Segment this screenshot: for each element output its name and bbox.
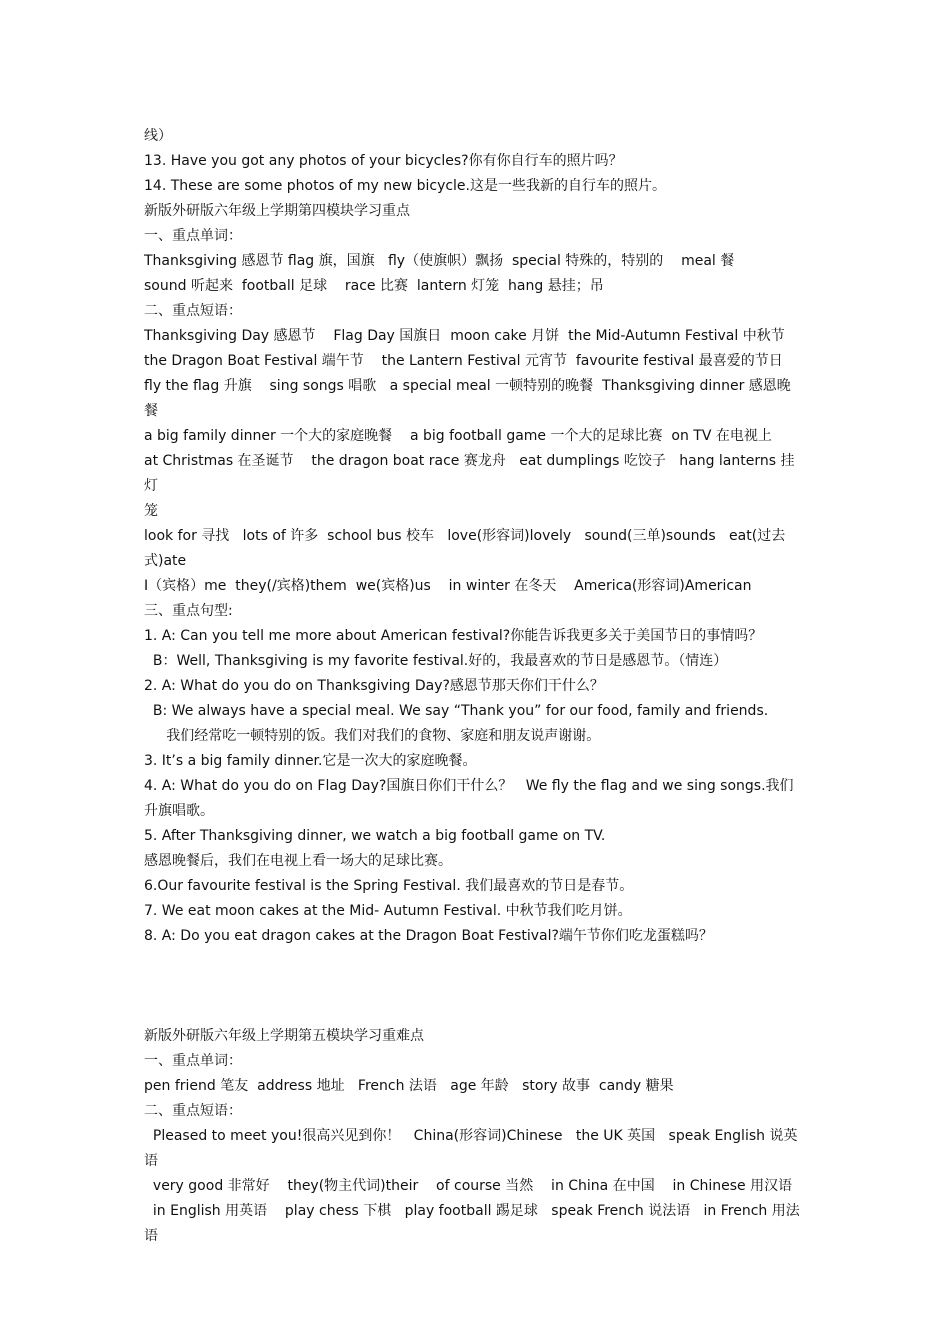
- text-line: at Christmas 在圣诞节 the dragon boat race 赛龙舟 eat dumplings 吃饺子 hang lanterns 挂灯: [144, 453, 795, 494]
- module-5-section: [144, 1024, 808, 1249]
- text-line: fly the flag 升旗 sing songs 唱歌 a special meal 一顿特别的晚餐 Thanksgiving dinner 感恩晚: [144, 378, 791, 394]
- subheading: 一、重点单词：: [144, 1053, 242, 1069]
- text-line: Pleased to meet you!很高兴见到你！ China(形容词)Chinese the UK 英国 speak English 说英: [144, 1128, 798, 1144]
- text-line: 感恩晚餐后，我们在电视上看一场大的足球比赛。: [144, 853, 452, 869]
- text-line: 线）: [144, 128, 172, 144]
- text-line: pen friend 笔友 address 地址 French 法语 age 年龄 story 故事 candy 糖果: [144, 1078, 674, 1094]
- text-line: 5. After Thanksgiving dinner, we watch a big football game on TV.: [144, 828, 606, 844]
- text-line: 2. A: What do you do on Thanksgiving Day?感恩节那天你们干什么？: [144, 678, 604, 694]
- text-line: 笼: [144, 503, 158, 519]
- subheading: 三、重点句型:: [144, 603, 233, 619]
- text-line: 升旗唱歌。: [144, 803, 214, 819]
- text-line: 8. A: Do you eat dragon cakes at the Dragon Boat Festival?端午节你们吃龙蛋糕吗？: [144, 928, 713, 944]
- text-line: 语: [144, 1228, 158, 1244]
- text-line: 14. These are some photos of my new bicycle.这是一些我新的自行车的照片。: [144, 178, 666, 194]
- subheading: 二、重点短语：: [144, 1103, 242, 1119]
- document-page: [144, 124, 808, 1249]
- subheading: 二、重点短语：: [144, 303, 242, 319]
- text-line: B：Well, Thanksgiving is my favorite festival.好的，我最喜欢的节日是感恩节。（情连）: [144, 653, 728, 669]
- module-4-section: [144, 124, 808, 949]
- section-heading: 新版外研版六年级上学期第四模块学习重点: [144, 203, 410, 219]
- text-line: 式)ate: [144, 553, 187, 569]
- subheading: 一、重点单词：: [144, 228, 242, 244]
- text-line: 语: [144, 1153, 158, 1169]
- section-heading: 新版外研版六年级上学期第五模块学习重难点: [144, 1028, 424, 1044]
- text-line: the Dragon Boat Festival 端午节 the Lantern Festival 元宵节 favourite festival 最喜爱的节日: [144, 353, 783, 369]
- text-line: in English 用英语 play chess 下棋 play football 踢足球 speak French 说法语 in French 用法: [144, 1203, 800, 1219]
- text-line: 4. A: What do you do on Flag Day?国旗日你们干什么？ We fly the flag and we sing songs.我们: [144, 778, 794, 794]
- text-line: 餐: [144, 403, 158, 419]
- text-line: 13. Have you got any photos of your bicycles?你有你自行车的照片吗？: [144, 153, 623, 169]
- text-line: look for 寻找 lots of 许多 school bus 校车 love(形容词)lovely sound(三单)sounds eat(过去: [144, 528, 786, 544]
- text-line: Thanksgiving 感恩节 flag 旗，国旗 fly（使旗帜）飘扬 special 特殊的，特别的 meal 餐: [144, 253, 735, 269]
- section-spacer: [144, 949, 808, 1024]
- text-line: sound 听起来 football 足球 race 比赛 lantern 灯笼 hang 悬挂；吊: [144, 278, 604, 294]
- text-line: 7. We eat moon cakes at the Mid- Autumn Festival. 中秋节我们吃月饼。: [144, 903, 632, 919]
- text-line: 3. It’s a big family dinner.它是一次大的家庭晚餐。: [144, 753, 477, 769]
- text-line: 1. A: Can you tell me more about American festival?你能告诉我更多关于美国节日的事情吗？: [144, 628, 763, 644]
- text-line: B: We always have a special meal. We say “Thank you” for our food, family and friends.: [144, 703, 769, 719]
- text-line: I（宾格）me they(/宾格)them we(宾格)us in winter 在冬天 America(形容词)American: [144, 578, 752, 594]
- text-line: very good 非常好 they(物主代词)their of course 当然 in China 在中国 in Chinese 用汉语: [144, 1178, 793, 1194]
- text-line: Thanksgiving Day 感恩节 Flag Day 国旗日 moon cake 月饼 the Mid-Autumn Festival 中秋节: [144, 328, 785, 344]
- text-line: 我们经常吃一顿特别的饭。我们对我们的食物、家庭和朋友说声谢谢。: [144, 728, 601, 744]
- text-line: 6.Our favourite festival is the Spring Festival. 我们最喜欢的节日是春节。: [144, 878, 634, 894]
- text-line: a big family dinner 一个大的家庭晚餐 a big football game 一个大的足球比赛 on TV 在电视上: [144, 428, 772, 444]
